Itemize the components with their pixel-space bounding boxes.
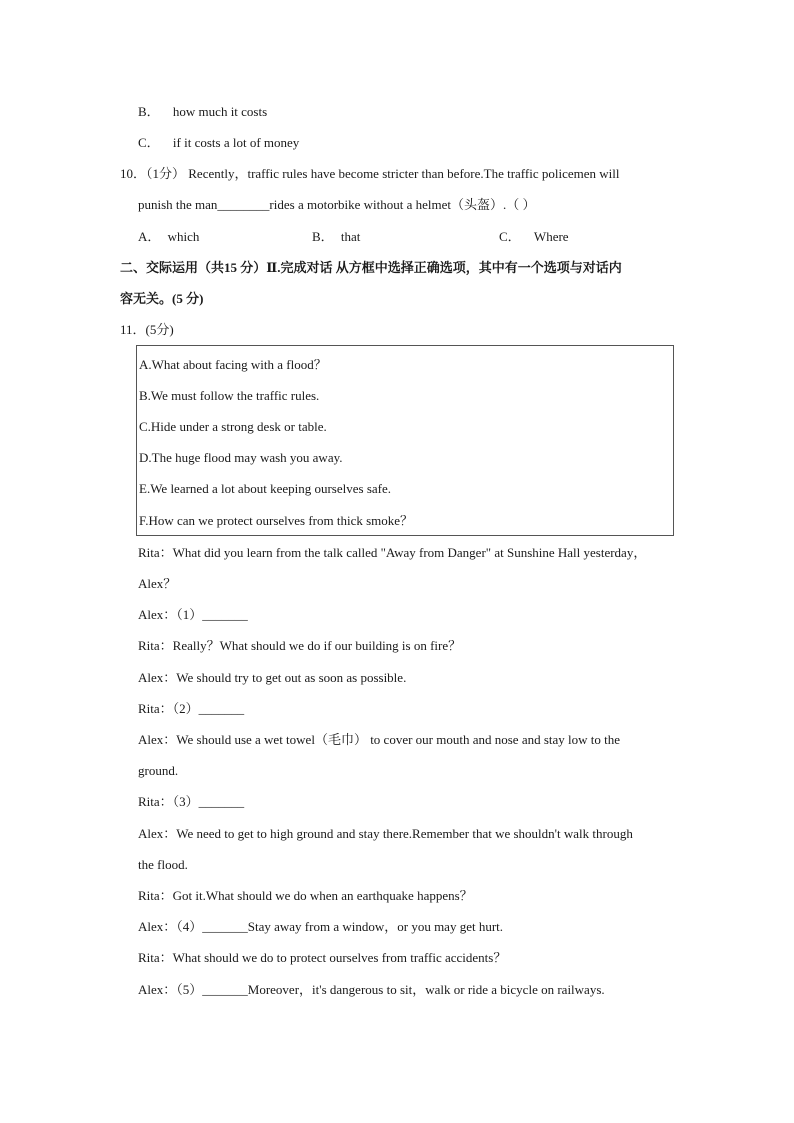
option-e: E.We learned a lot about keeping ourselves safe. (139, 481, 391, 496)
dialogue-line: Alex：（5）_______Moreover，it's dangerous to sit，walk or ride a bicycle on railways. (138, 982, 605, 997)
q10-option-c (499, 228, 569, 246)
dialogue-line: Rita：（2）_______ (138, 701, 245, 716)
dialogue-line: Rita：Really？What should we do if our building is on fire？ (138, 638, 462, 653)
option-label: A． (138, 229, 161, 244)
option-text: Where (533, 229, 569, 244)
option-text: how much it costs (172, 104, 268, 119)
option-label: C． (138, 135, 160, 150)
option-b: B.We must follow the traffic rules. (139, 388, 320, 403)
dialogue-line: Rita：What did you learn from the talk called "Away from Danger" at Sunshine Hall yesterday， (138, 545, 647, 560)
dialogue-line: Alex：（1）_______ (138, 607, 248, 622)
option-text: if it costs a lot of money (172, 135, 300, 150)
q10-option-a (138, 228, 199, 246)
q9-option-c (138, 134, 299, 152)
option-label: B． (138, 104, 160, 119)
q11-option-box (136, 345, 674, 536)
option-label: C． (499, 229, 521, 244)
option-text: which (167, 229, 200, 244)
option-text: that (340, 229, 361, 244)
section-heading-line1: 二、交际运用（共15 分）Ⅱ.完成对话 从方框中选择正确选项，其中有一个选项与对话内 (120, 260, 622, 275)
option-a: A.What about facing with a flood？ (139, 357, 327, 372)
q10-option-b (312, 228, 360, 246)
q10-stem-line1: 10．（1分） Recently，traffic rules have become stricter than before.The traffic policemen will (120, 166, 620, 181)
dialogue-line: Alex：We should use a wet towel（毛巾） to cover our mouth and nose and stay low to the (138, 732, 621, 747)
q10-stem-line2: punish the man________rides a motorbike without a helmet（头盔）.（ ） (138, 197, 536, 212)
option-label: B． (312, 229, 334, 244)
dialogue-line: Alex：We need to get to high ground and stay there.Remember that we shouldn't walk through (138, 826, 633, 841)
dialogue-line: the flood. (138, 857, 188, 872)
dialogue-line: Alex：（4）_______Stay away from a window，or you may get hurt. (138, 919, 504, 934)
dialogue-line: Alex：We should try to get out as soon as possible. (138, 670, 407, 685)
dialogue-line: ground. (138, 763, 179, 778)
option-f: F.How can we protect ourselves from thick smoke？ (139, 513, 414, 528)
dialogue-line: Rita：Got it.What should we do when an earthquake happens？ (138, 888, 473, 903)
dialogue-line: Alex？ (138, 576, 177, 591)
q9-option-b (138, 103, 267, 121)
q11-number: 11．(5分) (120, 322, 174, 337)
dialogue-line: Rita：（3）_______ (138, 794, 245, 809)
section-heading-line2: 容无关。(5 分) (120, 291, 204, 306)
option-d: D.The huge flood may wash you away. (139, 450, 343, 465)
option-c: C.Hide under a strong desk or table. (139, 419, 327, 434)
dialogue-line: Rita：What should we do to protect ourselves from traffic accidents？ (138, 950, 507, 965)
